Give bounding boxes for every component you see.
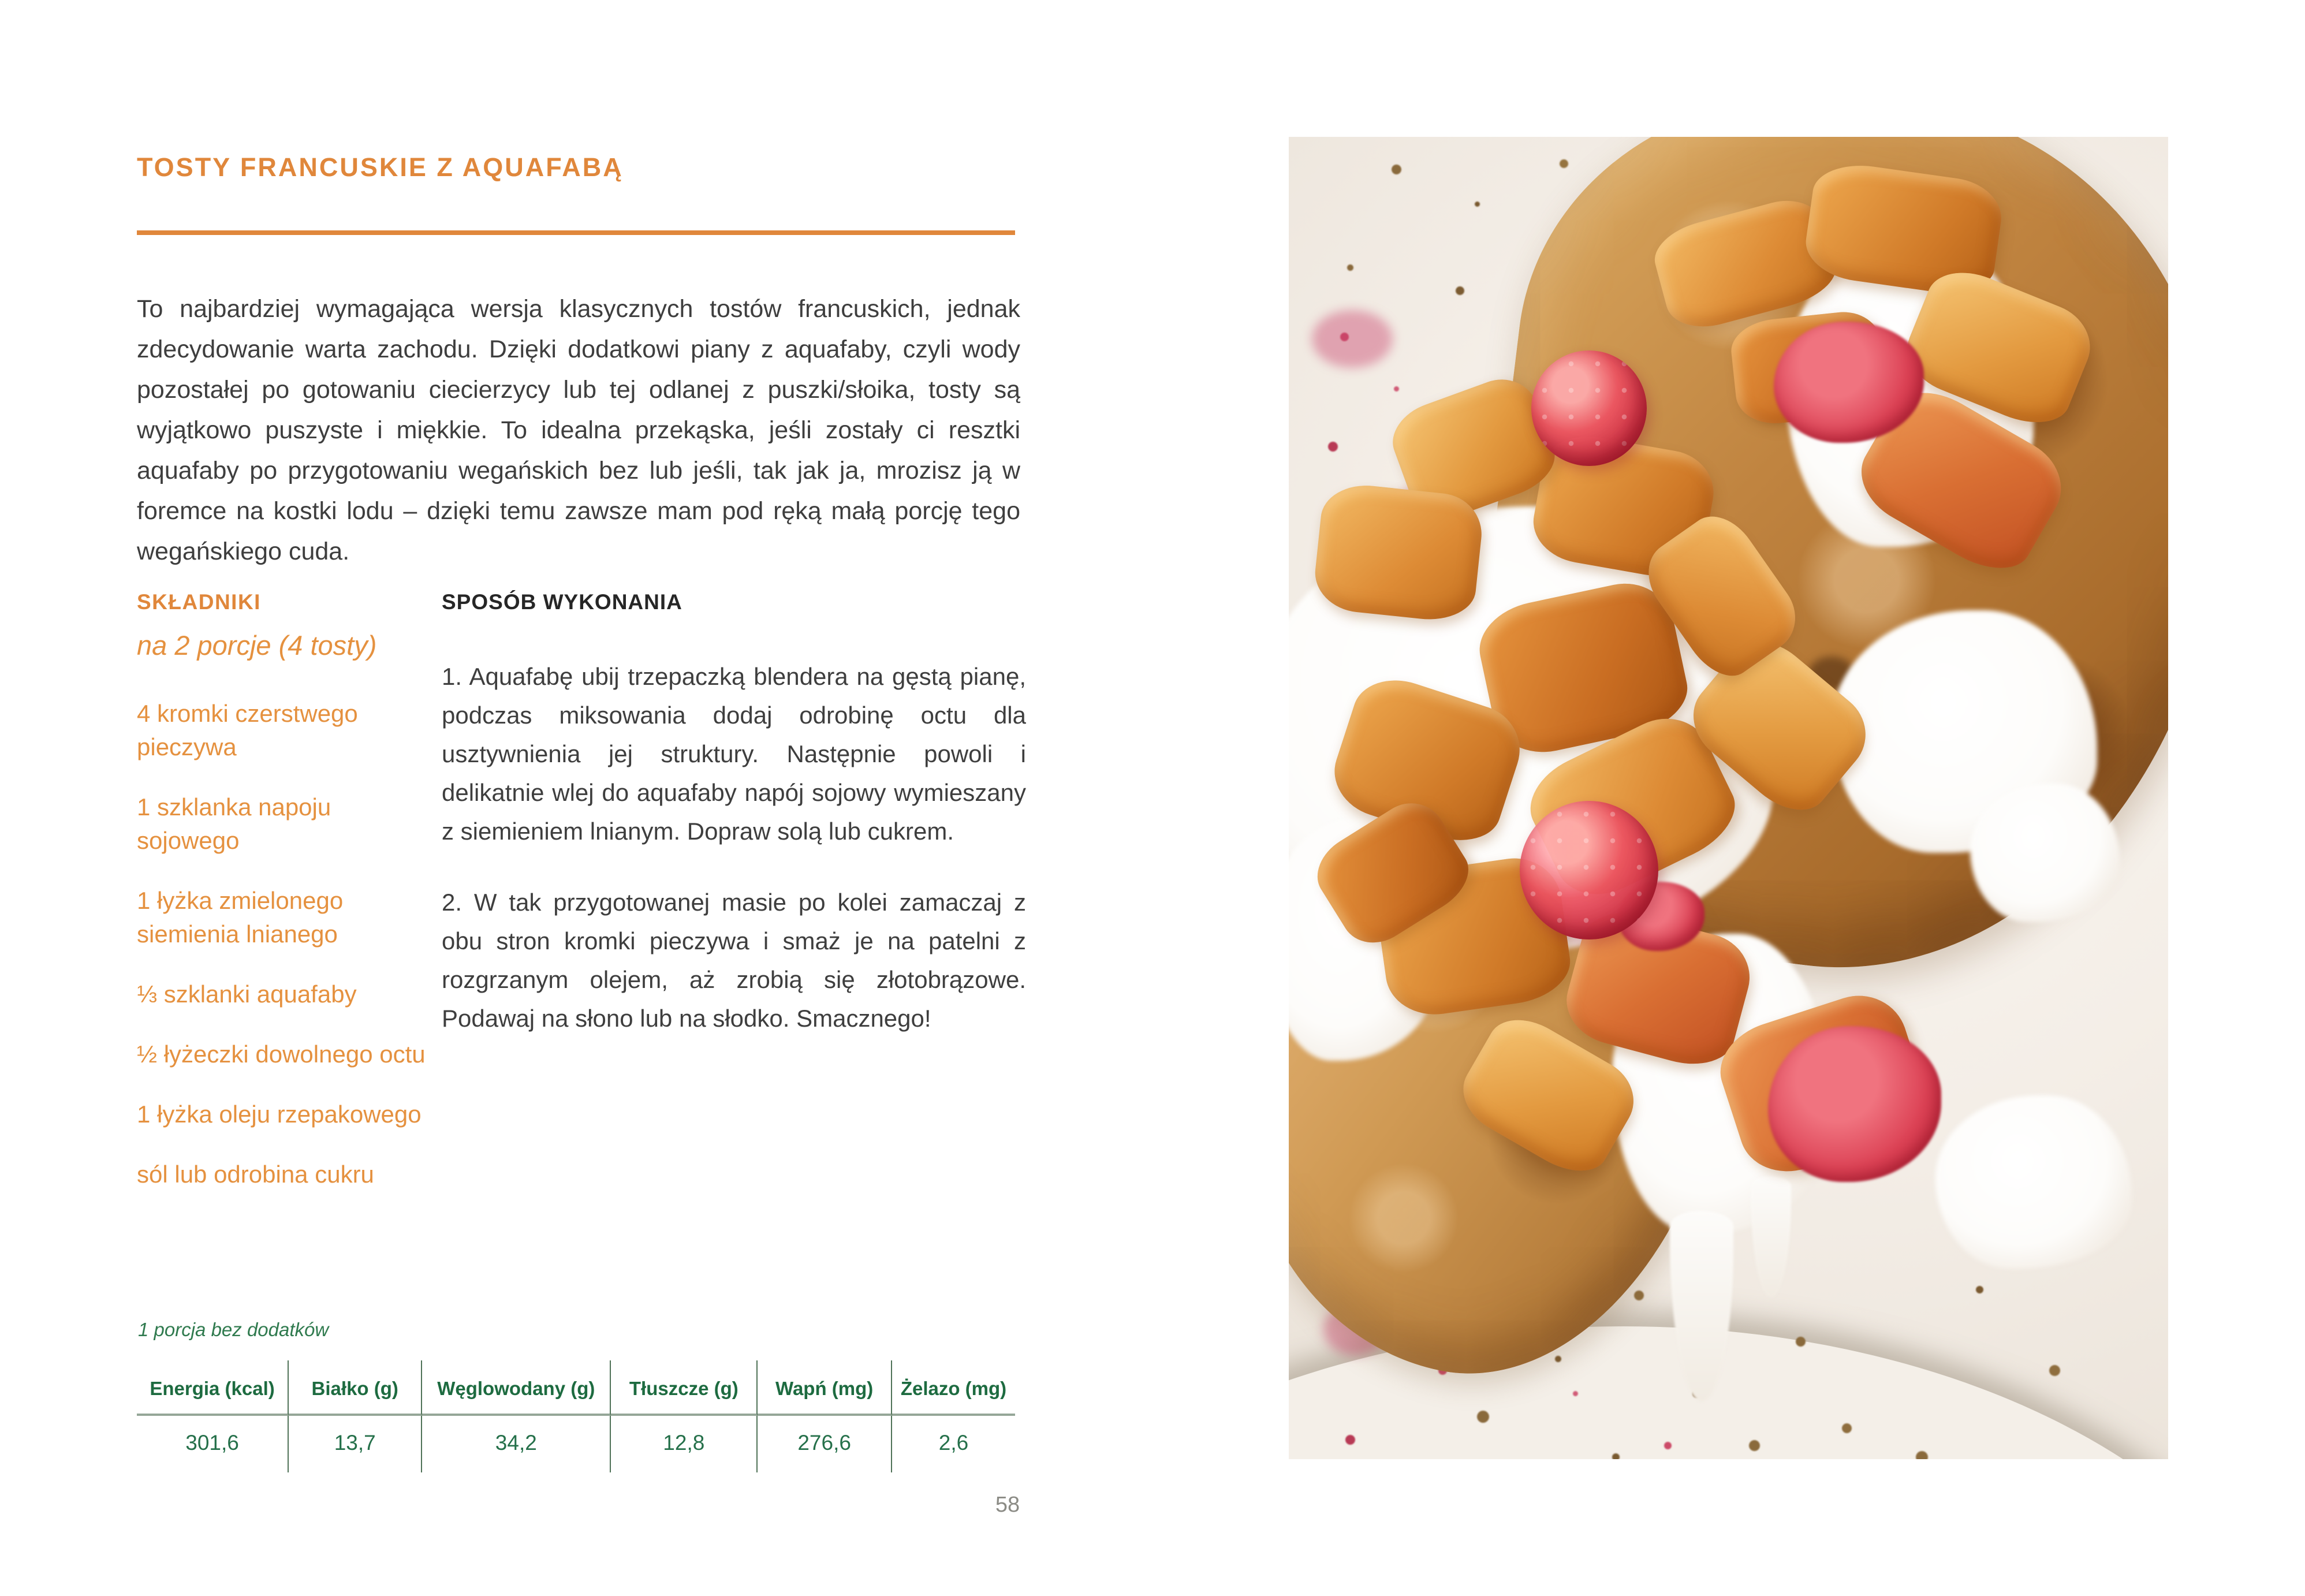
ingredients-yield: na 2 porcje (4 tosty) <box>137 630 377 661</box>
ingredient-item: 1 szklanka napoju sojowego <box>137 793 331 854</box>
ingredient-item: sól lub odrobina cukru <box>137 1161 374 1188</box>
ingredient-item: ½ łyżeczki dowolnego octu <box>137 1041 426 1068</box>
ingredient-item: 4 kromki czerstwego pieczywa <box>137 700 358 760</box>
berry-dust-speckles <box>1289 137 1296 144</box>
raspberry <box>1531 350 1647 466</box>
cream-blob <box>1970 784 2120 922</box>
recipe-photo <box>1289 137 2168 1459</box>
cream-blob <box>1935 1095 2132 1269</box>
nutrition-col-header: Białko (g) <box>289 1360 422 1416</box>
page-number: 58 <box>995 1493 1020 1517</box>
method-heading: SPOSÓB WYKONANIA <box>442 590 682 614</box>
method-step-2: 2. W tak przygotowanej masie po kolei zamaczaj z obu stron kromki pieczywa i smaż je na patelni z rozgrzanym olejem, aż zrobią się złotobrązowe. Podawaj na słono lub na słodko. Smacznego! <box>442 889 1026 1032</box>
nutrition-section <box>137 1319 1015 1472</box>
nutrition-value: 12,8 <box>611 1416 758 1472</box>
nutrition-value: 276,6 <box>758 1416 892 1472</box>
title-divider <box>137 230 1015 235</box>
recipe-intro: To najbardziej wymagająca wersja klasycznych tostów francuskich, jednak zdecydowanie warta zachodu. Dzięki dodatkowi piany z aquafaby, czyli wody pozostałej po gotowaniu ciecierzycy lub tej odlanej z puszki/słoika, tosty są wyjątkowo puszyste i miękkie. To idealna przekąska, jeśli zostały ci resztki aquafaby po przygotowaniu wegańskich bez lub jeśli, tak jak ja, mrozisz ją w foremce na kostki lodu – dzięki temu zawsze mam pod ręką małą porcję tego wegańskiego cuda. <box>137 295 1020 565</box>
nutrition-value: 301,6 <box>137 1416 289 1472</box>
nutrition-value: 13,7 <box>289 1416 422 1472</box>
recipe-title: TOSTY FRANCUSKIE Z AQUAFABĄ <box>137 152 624 182</box>
nutrition-col-header: Energia (kcal) <box>137 1360 289 1416</box>
ingredient-item: 1 łyżka oleju rzepakowego <box>137 1101 422 1128</box>
berry-dust-patch <box>1312 310 1393 368</box>
nutrition-caption: 1 porcja bez dodatków <box>138 1319 329 1340</box>
ingredient-item: ⅓ szklanki aquafaby <box>137 980 357 1008</box>
method-step-1: 1. Aquafabę ubij trzepaczką blendera na gęstą pianę, podczas miksowania dodaj odrobinę octu dla usztywnienia jej struktury. Następnie powoli i delikatnie wlej do aquafaby napój sojowy wymieszany z siemieniem lnianym. Dopraw solą lub cukrem. <box>442 663 1026 845</box>
ingredients-list <box>137 697 437 1191</box>
apple-chunk <box>1311 481 1485 624</box>
cream-drip <box>1751 1176 1791 1297</box>
raspberry <box>1520 801 1658 939</box>
nutrition-value: 2,6 <box>938 1431 969 1455</box>
nutrition-col-header: Wapń (mg) <box>758 1360 892 1416</box>
nutrition-col-header: Tłuszcze (g) <box>611 1360 758 1416</box>
nutrition-value: 34,2 <box>422 1416 611 1472</box>
nutrition-table <box>137 1360 1015 1472</box>
stewed-berry-blob <box>1768 1026 1941 1182</box>
ingredients-section <box>137 590 437 1191</box>
nutrition-col-header: Węglowodany (g) <box>422 1360 611 1416</box>
nutrition-col-header: Żelazo (mg) <box>892 1360 1015 1416</box>
method-section <box>442 590 1026 1038</box>
ingredients-heading: SKŁADNIKI <box>137 590 261 614</box>
ingredient-item: 1 łyżka zmielonego siemienia lnianego <box>137 887 344 948</box>
